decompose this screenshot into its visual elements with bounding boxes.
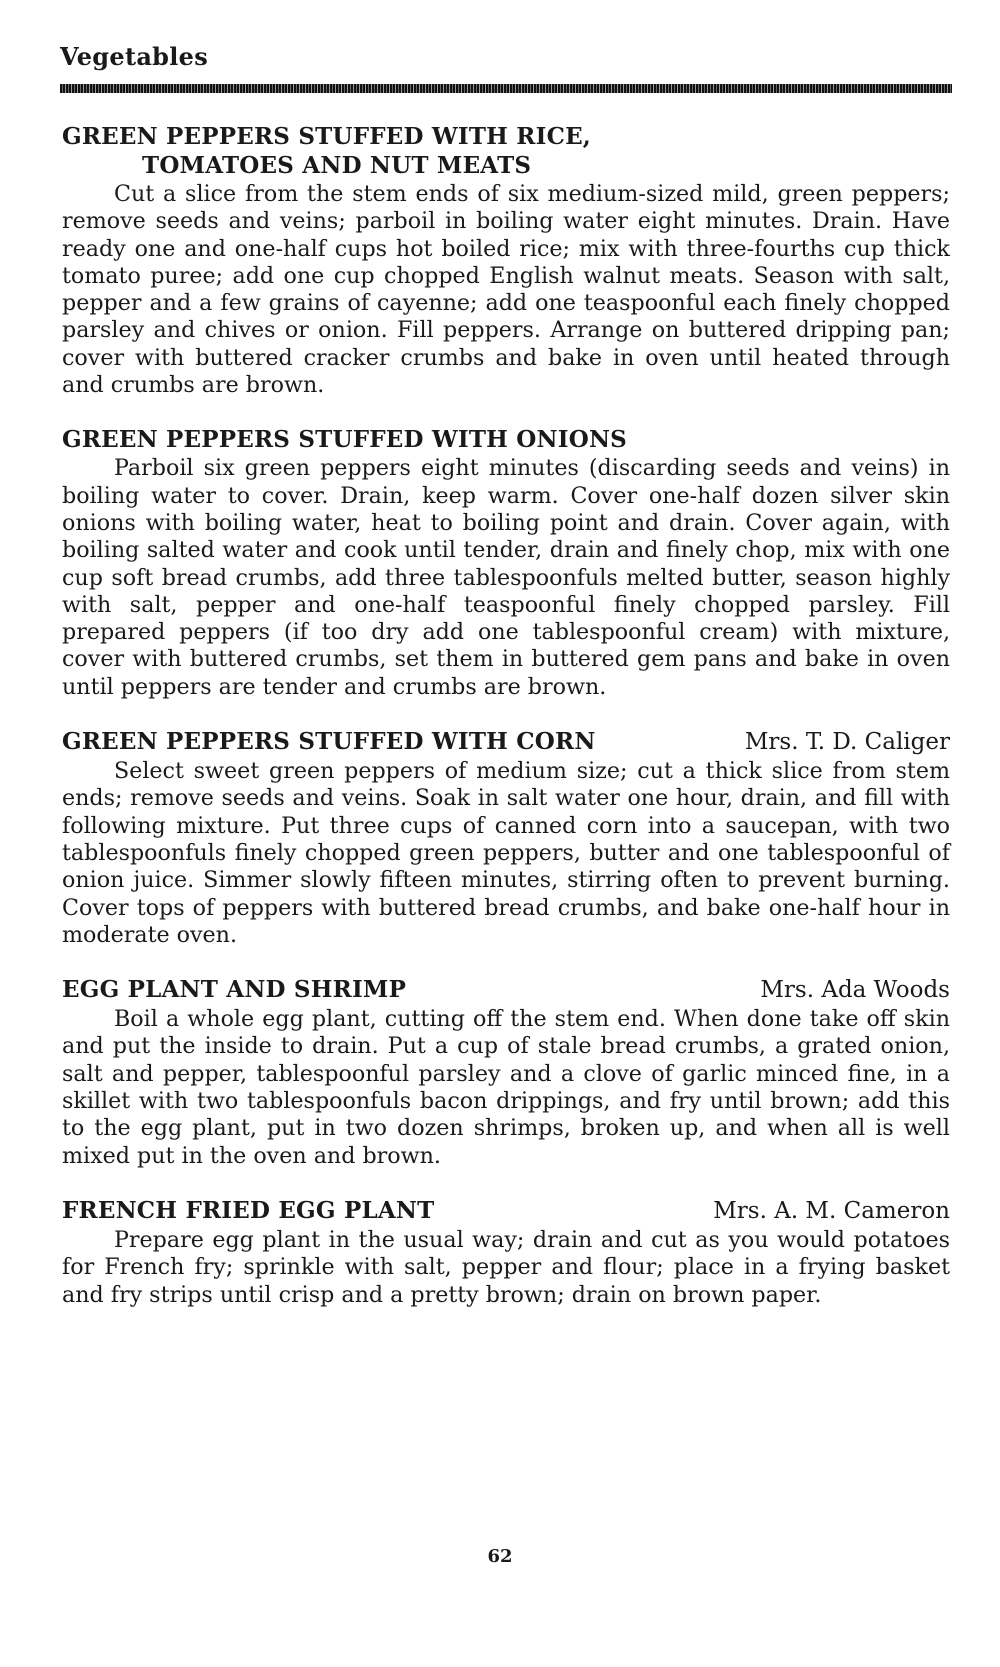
header-rule [60, 84, 952, 93]
recipe-heading [62, 122, 950, 180]
recipe-body: Select sweet green peppers of medium size; cut a thick slice from stem ends; remove seeds and veins. Soak in salt water one hour, drain, and fill with following mixture. Put three cups of canned corn into a saucepan, with two tablespoonfuls finely chopped green peppers, butter and one tablespoonful of onion juice. Simmer slowly fifteen minutes, stirring often to prevent burning. Cover tops of peppers with buttered bread crumbs, and bake one-half hour in moderate oven. [62, 758, 950, 948]
recipe-title-line2: TOMATOES AND NUT MEATS [142, 152, 532, 179]
recipe-heading [62, 727, 950, 757]
recipe-list [62, 122, 950, 1335]
recipe-heading [62, 975, 950, 1005]
recipe-peppers-corn [62, 727, 950, 949]
recipe-body: Cut a slice from the stem ends of six medium-sized mild, green peppers; remove seeds and veins; parboil in boiling water eight minutes. Drain. Have ready one and one-half cups hot boiled rice; mix with three-fourths cup thick tomato puree; add one cup chopped English walnut meats. Season with salt, pepper and a few grains of cayenne; add one teaspoonful each finely chopped parsley and chives or onion. Fill peppers. Arrange on buttered dripping pan; cover with buttered cracker crumbs and bake in oven until heated through and crumbs are brown. [62, 181, 950, 399]
recipe-author: Mrs. Ada Woods [760, 977, 950, 1004]
recipe-title-line1: GREEN PEPPERS STUFFED WITH RICE, [62, 123, 592, 150]
recipe-title [62, 122, 591, 180]
recipe-title: GREEN PEPPERS STUFFED WITH CORN [62, 728, 596, 756]
recipe-body: Boil a whole egg plant, cutting off the stem end. When done take off skin and put the inside to drain. Put a cup of stale bread crumbs, a grated onion, salt and pepper, tablespoonful parsley and a clove of garlic minced fine, in a skillet with two tablespoonfuls bacon drippings, and fry until brown; add this to the egg plant, put in two dozen shrimps, broken up, and when all is well mixed put in the oven and brown. [62, 1006, 950, 1169]
recipe-author: Mrs. A. M. Cameron [713, 1197, 950, 1224]
recipe-peppers-rice [62, 122, 950, 399]
recipe-title: GREEN PEPPERS STUFFED WITH ONIONS [62, 426, 627, 454]
recipe-title: FRENCH FRIED EGG PLANT [62, 1196, 435, 1224]
recipe-peppers-onions [62, 425, 950, 701]
recipe-author: Mrs. T. D. Caliger [744, 729, 950, 756]
recipe-body: Parboil six green peppers eight minutes (discarding seeds and veins) in boiling water to cover. Drain, keep warm. Cover one-half dozen silver skin onions with boiling water, heat to boiling point and drain. Cover again, with boiling salted water and cook until tender, drain and finely chop, mix with one cup soft bread crumbs, add three tablespoonfuls melted butter, season highly with salt, pepper and one-half teaspoonful finely chopped parsley. Fill prepared peppers (if too dry add one tablespoonful cream) with mixture, cover with buttered crumbs, set them in buttered gem pans and bake in oven until peppers are tender and crumbs are brown. [62, 455, 950, 700]
recipe-title: EGG PLANT AND SHRIMP [62, 976, 407, 1004]
section-title: Vegetables [60, 42, 209, 71]
recipe-french-fried-eggplant [62, 1196, 950, 1309]
recipe-body: Prepare egg plant in the usual way; drain and cut as you would potatoes for French fry; sprinkle with salt, pepper and flour; place in a frying basket and fry strips until crisp and a pretty brown; drain on brown paper. [62, 1226, 950, 1308]
recipe-heading [62, 1196, 950, 1226]
recipe-eggplant-shrimp [62, 975, 950, 1170]
page-number: 62 [487, 1546, 513, 1567]
recipe-heading [62, 425, 950, 454]
